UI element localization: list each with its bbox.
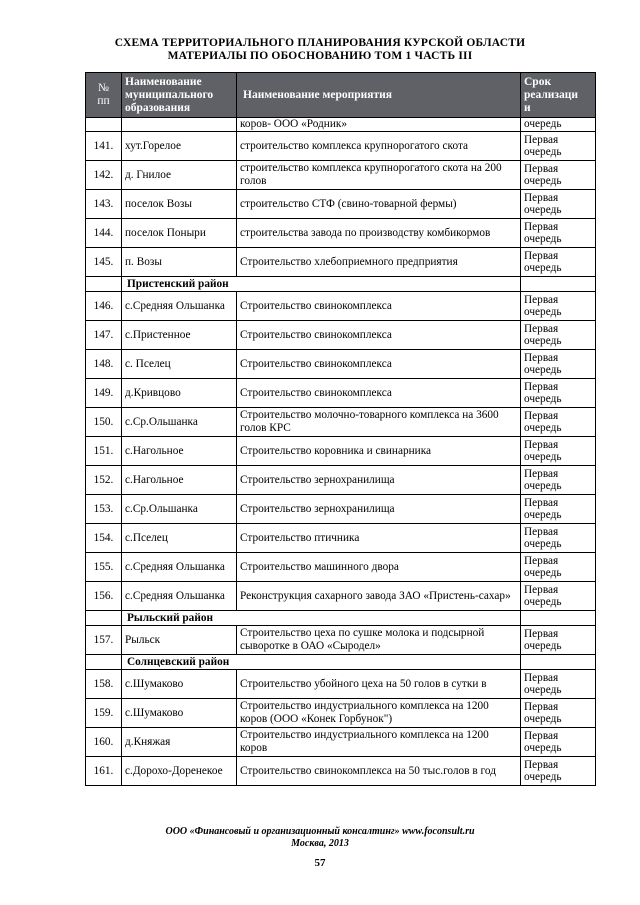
cell-term-line: очередь <box>524 538 562 550</box>
cell-number: 144. <box>86 219 122 248</box>
cell-municipality: с.Ср.Ольшанка <box>122 495 237 524</box>
cell-municipality: с.Средняя Ольшанка <box>122 292 237 321</box>
cell-municipality: д. Гнилое <box>122 161 237 190</box>
cell-municipality: п. Возы <box>122 248 237 277</box>
cell-action: Строительство птичника <box>237 524 521 553</box>
cell-action: Строительство свинокомплекса <box>237 379 521 408</box>
cell-term <box>521 466 596 495</box>
cell-municipality: Рыльск <box>122 626 237 655</box>
header-title: СХЕМА ТЕРРИТОРИАЛЬНОГО ПЛАНИРОВАНИЯ КУРСКОЙ ОБЛАСТИ <box>114 37 526 49</box>
cell-municipality: с.Нагольное <box>122 437 237 466</box>
cell-term-line: Первая <box>524 438 559 451</box>
cell-action: Строительство индустриального комплекса на 1200 коров <box>237 728 521 757</box>
cell-term: очередь <box>521 118 596 132</box>
table-row <box>86 321 596 350</box>
region-spacer <box>521 277 596 292</box>
table-row <box>86 437 596 466</box>
cell-term-line: очередь <box>524 422 562 434</box>
cell-term <box>521 408 596 437</box>
cell-municipality: с. Пселец <box>122 350 237 379</box>
cell-municipality: хут.Горелое <box>122 132 237 161</box>
cell-term <box>521 132 596 161</box>
cell-number: 160. <box>86 728 122 757</box>
cell-term-line: Первая <box>524 554 559 567</box>
cell-term <box>521 321 596 350</box>
column-header-municipality-line: муниципального <box>125 88 214 101</box>
cell-term-line: Первая <box>524 293 559 306</box>
cell-number: 158. <box>86 670 122 699</box>
region-title: Рыльский район <box>122 611 521 626</box>
cell-term-line: очередь <box>524 567 562 579</box>
table-group <box>86 132 596 277</box>
cell-term-line: очередь <box>524 204 562 216</box>
cell-term-line: очередь <box>524 146 562 158</box>
table-row <box>86 699 596 728</box>
cell-action: Реконструкция сахарного завода ЗАО «Пристень-сахар» <box>237 582 521 611</box>
cell-number: 149. <box>86 379 122 408</box>
cell-number: 143. <box>86 190 122 219</box>
cell-term-line: очередь <box>524 684 562 696</box>
cell-term <box>521 553 596 582</box>
cell-number: 141. <box>86 132 122 161</box>
cell-municipality: с.Средняя Ольшанка <box>122 553 237 582</box>
region-title: Солнцевский район <box>122 655 521 670</box>
region-row <box>86 277 596 292</box>
cell-term <box>521 248 596 277</box>
table-row <box>86 350 596 379</box>
cell-action: Строительство коровника и свинарника <box>237 437 521 466</box>
cell-term-line: очередь <box>524 640 562 652</box>
table-row <box>86 292 596 321</box>
cell-term <box>521 495 596 524</box>
cell-action: Строительство зернохранилища <box>237 495 521 524</box>
page-number: 57 <box>314 857 326 869</box>
cell-action: Строительство зернохранилища <box>237 466 521 495</box>
region-row <box>86 655 596 670</box>
table-row <box>86 248 596 277</box>
table-row <box>86 132 596 161</box>
cell-number: 153. <box>86 495 122 524</box>
cell-term <box>521 219 596 248</box>
cell-term <box>521 626 596 655</box>
cell-municipality: д.Кривцово <box>122 379 237 408</box>
document-footer <box>0 826 640 850</box>
cell-term-line: Первая <box>524 322 559 335</box>
table-row <box>86 757 596 786</box>
cell-term <box>521 582 596 611</box>
cell-municipality: с.Дорохо-Доренекое <box>122 757 237 786</box>
cell-term-line: Первая <box>524 758 559 771</box>
cell-term-line: Первая <box>524 220 559 233</box>
region-section <box>86 611 596 626</box>
cell-number: 147. <box>86 321 122 350</box>
cell-term-line: очередь <box>524 596 562 608</box>
column-header-municipality-line: Наименование <box>125 75 202 88</box>
cell-action: Строительство свинокомплекса на 50 тыс.голов в год <box>237 757 521 786</box>
cell-number: 150. <box>86 408 122 437</box>
cell-term-line: очередь <box>524 306 562 318</box>
table-row <box>86 524 596 553</box>
footer-city-year: Москва, 2013 <box>291 838 349 849</box>
cell-term-line: Первая <box>524 627 559 640</box>
cell-term <box>521 699 596 728</box>
cell-term-line: очередь <box>524 713 562 725</box>
cell-action: строительства завода по производству комбикормов <box>237 219 521 248</box>
cell-action: Строительство убойного цеха на 50 голов в сутки в <box>237 670 521 699</box>
continuation-row <box>86 118 596 132</box>
cell-term-line: очередь <box>524 742 562 754</box>
cell-term-line: Первая <box>524 671 559 684</box>
table-row <box>86 219 596 248</box>
cell-action: Строительство хлебоприемного предприятия <box>237 248 521 277</box>
table-row <box>86 670 596 699</box>
cell-term-line: Первая <box>524 525 559 538</box>
cell-municipality: с.Шумаково <box>122 670 237 699</box>
cell-number: 156. <box>86 582 122 611</box>
cell-term <box>521 670 596 699</box>
cell-term-line: очередь <box>524 364 562 376</box>
cell-term-line: Первая <box>524 467 559 480</box>
region-spacer <box>521 611 596 626</box>
cell-municipality: с.Ср.Ольшанка <box>122 408 237 437</box>
table-group <box>86 626 596 655</box>
cell-municipality: с.Шумаково <box>122 699 237 728</box>
cell-action: строительство комплекса крупнорогатого скота <box>237 132 521 161</box>
table-row <box>86 408 596 437</box>
cell-municipality: с.Пристенное <box>122 321 237 350</box>
cell-term-line: Первая <box>524 583 559 596</box>
cell-number <box>86 118 122 132</box>
table-row <box>86 553 596 582</box>
table-group <box>86 292 596 611</box>
cell-municipality: поселок Поныри <box>122 219 237 248</box>
cell-action: строительство комплекса крупнорогатого скота на 200 голов <box>237 161 521 190</box>
column-header-municipality <box>122 73 237 118</box>
cell-term-line: Первая <box>524 496 559 509</box>
cell-number: 142. <box>86 161 122 190</box>
table-row <box>86 626 596 655</box>
cell-action: Строительство цеха по сушке молока и подсырной сыворотке в ОАО «Сыродел» <box>237 626 521 655</box>
cell-number: 159. <box>86 699 122 728</box>
header-subtitle: МАТЕРИАЛЫ ПО ОБОСНОВАНИЮ ТОМ 1 ЧАСТЬ III <box>167 50 473 62</box>
cell-term-line: Первая <box>524 409 559 422</box>
table-body <box>86 118 596 132</box>
cell-term-line: Первая <box>524 729 559 742</box>
table-row <box>86 379 596 408</box>
column-header-term-line: реализаци <box>524 88 579 101</box>
cell-term-line: Первая <box>524 191 559 204</box>
cell-term-line: очередь <box>524 509 562 521</box>
cell-term-line: очередь <box>524 233 562 245</box>
cell-term <box>521 757 596 786</box>
cell-term-line: Первая <box>524 162 559 175</box>
column-header-term-line: Срок <box>524 75 552 88</box>
region-spacer <box>86 655 122 670</box>
column-header-number-line: пп <box>97 95 110 107</box>
cell-municipality: с.Нагольное <box>122 466 237 495</box>
cell-term-line: очередь <box>524 335 562 347</box>
cell-term-line: Первая <box>524 249 559 262</box>
cell-action: Строительство индустриального комплекса на 1200 коров (ООО «Конек Горбунок") <box>237 699 521 728</box>
cell-municipality: д.Княжая <box>122 728 237 757</box>
column-header-action: Наименование мероприятия <box>237 73 521 118</box>
cell-term-line: очередь <box>524 262 562 274</box>
column-header-term <box>521 73 596 118</box>
cell-term-line: Первая <box>524 351 559 364</box>
table-row <box>86 728 596 757</box>
cell-term-line: очередь <box>524 393 562 405</box>
cell-number: 152. <box>86 466 122 495</box>
cell-term <box>521 190 596 219</box>
table-group <box>86 670 596 786</box>
cell-term-line: очередь <box>524 480 562 492</box>
table-row <box>86 190 596 219</box>
measures-table <box>85 72 596 786</box>
column-header-number-line: № <box>98 82 109 94</box>
region-row <box>86 611 596 626</box>
column-header-municipality-line: образования <box>125 101 191 114</box>
document-header <box>0 37 640 63</box>
table-row <box>86 161 596 190</box>
cell-number: 155. <box>86 553 122 582</box>
table-header <box>86 73 596 118</box>
region-spacer <box>86 277 122 292</box>
cell-number: 151. <box>86 437 122 466</box>
cell-action: Строительство машинного двора <box>237 553 521 582</box>
cell-term <box>521 437 596 466</box>
cell-number: 157. <box>86 626 122 655</box>
region-title: Пристенский район <box>122 277 521 292</box>
cell-term <box>521 524 596 553</box>
cell-action: Строительство свинокомплекса <box>237 321 521 350</box>
cell-number: 161. <box>86 757 122 786</box>
footer-company: ООО «Финансовый и организационный консалтинг» www.foconsult.ru <box>165 826 475 837</box>
cell-term-line: Первая <box>524 380 559 393</box>
cell-number: 145. <box>86 248 122 277</box>
column-header-number <box>86 73 122 118</box>
cell-term <box>521 350 596 379</box>
cell-action: Строительство свинокомплекса <box>237 292 521 321</box>
cell-action: коров- ООО «Родник» <box>237 118 521 132</box>
cell-number: 148. <box>86 350 122 379</box>
cell-term <box>521 292 596 321</box>
cell-action: Строительство молочно-товарного комплекса на 3600 голов КРС <box>237 408 521 437</box>
cell-number: 146. <box>86 292 122 321</box>
cell-action: Строительство свинокомплекса <box>237 350 521 379</box>
cell-municipality: с.Средняя Ольшанка <box>122 582 237 611</box>
cell-term-line: очередь <box>524 771 562 783</box>
cell-term <box>521 161 596 190</box>
cell-term-line: очередь <box>524 175 562 187</box>
cell-term <box>521 379 596 408</box>
cell-number: 154. <box>86 524 122 553</box>
region-section <box>86 277 596 292</box>
cell-municipality: с.Пселец <box>122 524 237 553</box>
table-row <box>86 466 596 495</box>
column-header-term-line: и <box>524 101 531 114</box>
region-section <box>86 655 596 670</box>
cell-term-line: Первая <box>524 133 559 146</box>
cell-term <box>521 728 596 757</box>
cell-term-line: очередь <box>524 451 562 463</box>
table-row <box>86 582 596 611</box>
region-spacer <box>521 655 596 670</box>
cell-term-line: Первая <box>524 700 559 713</box>
cell-action: строительство СТФ (свино-товарной фермы) <box>237 190 521 219</box>
cell-municipality <box>122 118 237 132</box>
region-spacer <box>86 611 122 626</box>
cell-municipality: поселок Возы <box>122 190 237 219</box>
table-row <box>86 495 596 524</box>
